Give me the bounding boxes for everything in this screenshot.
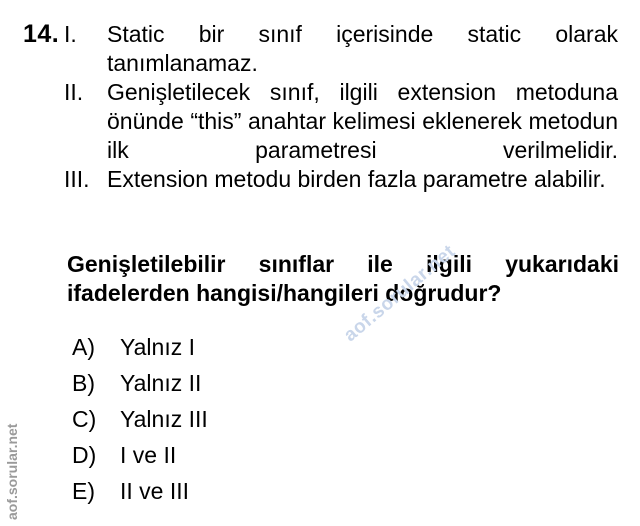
option-a-letter: A) xyxy=(72,334,95,360)
option-b-letter: B) xyxy=(72,370,95,396)
option-c-text: Yalnız III xyxy=(120,406,208,432)
option-d-text: I ve II xyxy=(120,442,177,468)
watermark-center: aof.sorular.net xyxy=(340,241,460,347)
option-b-text: Yalnız II xyxy=(120,370,202,396)
question-prompt: Genişletilebilir sınıflar ile ilgili yukarıdaki ifadelerden hangisi/hangileri doğrudur? xyxy=(67,251,619,306)
statement-2-text: Genişletilecek sınıf, ilgili extension metoduna önünde “this” anahtar kelimesi eklenerek metodun ilk parametresi verilmelidir. xyxy=(107,79,618,163)
statement-1-text: Static bir sınıf içerisinde static olarak tanımlanamaz. xyxy=(107,21,618,76)
statement-2-roman: II. xyxy=(64,79,84,105)
option-e-letter: E) xyxy=(72,478,95,504)
option-c-letter: C) xyxy=(72,406,97,432)
option-a-text: Yalnız I xyxy=(120,334,195,360)
option-a[interactable] xyxy=(72,333,195,362)
statement-3-text: Extension metodu birden fazla parametre alabilir. xyxy=(107,166,606,192)
watermark-side: aof.sorular.net xyxy=(4,423,20,520)
statement-1-roman: I. xyxy=(64,21,77,47)
option-c[interactable] xyxy=(72,405,208,434)
statement-3-roman: III. xyxy=(64,166,90,192)
option-e[interactable] xyxy=(72,477,189,506)
option-d[interactable] xyxy=(72,441,176,470)
option-d-letter: D) xyxy=(72,442,97,468)
option-e-text: II ve III xyxy=(120,478,190,504)
question-number: 14. xyxy=(23,20,60,48)
option-b[interactable] xyxy=(72,369,201,398)
